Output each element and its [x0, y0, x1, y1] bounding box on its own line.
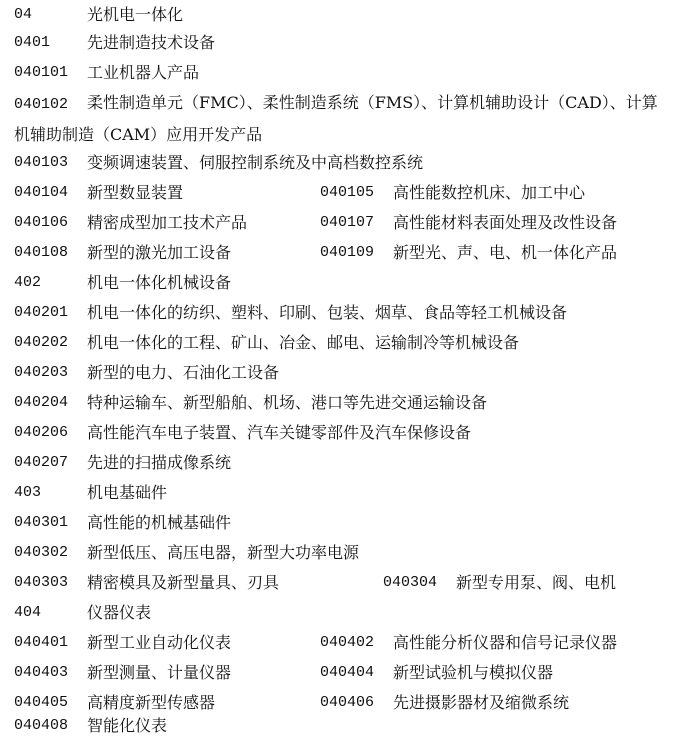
entry-code: 040403 — [14, 664, 69, 681]
entry-text: 新型测量、计量仪器 — [87, 663, 232, 682]
entry-code: 040301 — [14, 514, 69, 531]
entry-text: 特种运输车、新型船舶、机场、港口等先进交通运输设备 — [87, 393, 488, 412]
entry-code: 403 — [14, 484, 42, 501]
entry-code: 040108 — [14, 244, 69, 261]
entry-row-wrapped — [14, 88, 664, 150]
entry-text: 机电一体化的纺织、塑料、印刷、包装、烟草、食品等轻工机械设备 — [87, 303, 568, 322]
entry-text: 高性能分析仪器和信号记录仪器 — [393, 633, 618, 652]
entry-code: 040202 — [14, 334, 69, 351]
entry-code: 040106 — [14, 214, 69, 231]
entry-code: 040302 — [14, 544, 69, 561]
entry-text: 机电基础件 — [87, 483, 168, 502]
entry-code: 404 — [14, 604, 42, 621]
entry-text: 新型的电力、石油化工设备 — [87, 363, 280, 382]
entry-code: 040105 — [320, 184, 375, 201]
entry-text: 机电一体化机械设备 — [87, 273, 232, 292]
entry-code: 040406 — [320, 694, 375, 711]
entry-text: 新型的激光加工设备 — [87, 243, 232, 262]
entry-text: 精密模具及新型量具、刃具 — [87, 573, 280, 592]
entry-text: 高精度新型传感器 — [87, 693, 216, 712]
entry-text: 机电一体化的工程、矿山、冶金、邮电、运输制冷等机械设备 — [87, 333, 520, 352]
entry-code: 040203 — [14, 364, 69, 381]
entry-text: 高性能的机械基础件 — [87, 513, 232, 532]
entry-text: 高性能材料表面处理及改性设备 — [393, 213, 618, 232]
entry-text: 光机电一体化 — [87, 5, 184, 24]
entry-code: 040201 — [14, 304, 69, 321]
entry-text: 精密成型加工技术产品 — [87, 213, 248, 232]
entry-code: 040304 — [383, 574, 438, 591]
entry-code: 040408 — [14, 717, 69, 734]
entry-code: 040303 — [14, 574, 69, 591]
entry-text: 工业机器人产品 — [87, 63, 200, 82]
entry-code: 040102 — [14, 96, 69, 113]
entry-code: 0401 — [14, 34, 51, 51]
entry-code: 040101 — [14, 64, 69, 81]
entry-text: 新型低压、高压电器，新型大功率电源 — [87, 543, 360, 562]
entry-text: 先进摄影器材及缩微系统 — [393, 693, 570, 712]
entry-text: 新型光、声、电、机一体化产品 — [393, 243, 618, 262]
entry-code: 040109 — [320, 244, 375, 261]
entry-code: 040207 — [14, 454, 69, 471]
entry-text: 柔性制造单元（FMC）、柔性制造系统（FMS）、计算机辅助设计（CAD）、计算机辅助制造（CAM）应用开发产品 — [14, 93, 658, 144]
entry-text: 新型数显装置 — [87, 183, 184, 202]
entry-text: 高性能汽车电子装置、汽车关键零部件及汽车保修设备 — [87, 423, 472, 442]
entry-code: 040405 — [14, 694, 69, 711]
entry-text: 高性能数控机床、加工中心 — [393, 183, 586, 202]
entry-code: 402 — [14, 274, 42, 291]
entry-text: 新型试验机与模拟仪器 — [393, 663, 554, 682]
entry-code: 04 — [14, 6, 33, 23]
entry-code: 040404 — [320, 664, 375, 681]
entry-code: 040206 — [14, 424, 69, 441]
entry-text: 新型工业自动化仪表 — [87, 633, 232, 652]
entry-text: 变频调速装置、伺服控制系统及中高档数控系统 — [87, 153, 424, 172]
entry-code: 040104 — [14, 184, 69, 201]
entry-code: 040204 — [14, 394, 69, 411]
entry-text: 先进的扫描成像系统 — [87, 453, 232, 472]
entry-code: 040107 — [320, 214, 375, 231]
entry-code: 040402 — [320, 634, 375, 651]
entry-text: 仪器仪表 — [87, 603, 152, 622]
entry-text: 新型专用泵、阀、电机 — [456, 573, 617, 592]
entry-code: 040401 — [14, 634, 69, 651]
entry-code: 040103 — [14, 154, 69, 171]
entry-text: 智能化仪表 — [87, 716, 168, 735]
entry-text: 先进制造技术设备 — [87, 33, 216, 52]
